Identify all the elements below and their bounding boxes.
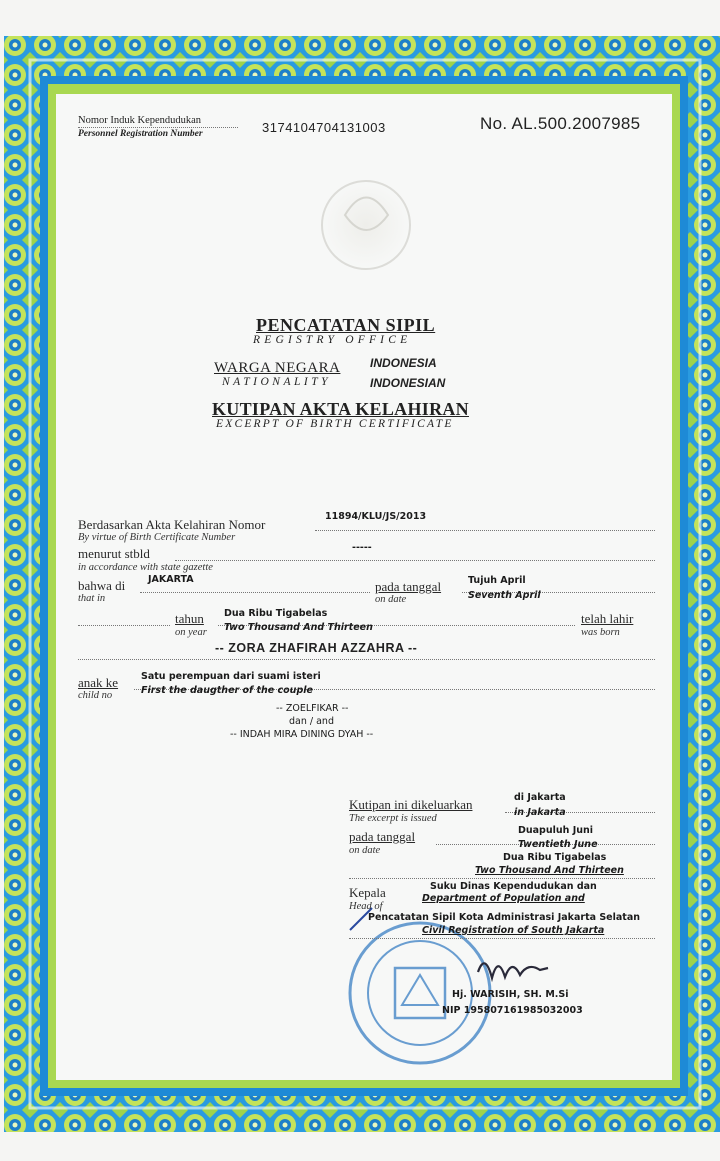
born-label: telah lahir [581,611,634,626]
stbld-label: menurut stbld [78,546,150,561]
issued-date-2-en: Two Thousand And Thirteen [475,865,624,876]
issued-label: Kutipan ini dikeluarkan [349,797,473,812]
father-name: -- ZOELFIKAR -- [276,703,349,714]
nationality-label: WARGA NEGARA [214,360,341,376]
head-dept: Suku Dinas Kependudukan dan [430,881,597,892]
nik-value: 3174104704131003 [262,120,386,135]
issued-label-en: The excerpt is issued [349,813,437,824]
head-label-en: Head of [349,901,383,912]
issued-place: di Jakarta [514,792,566,803]
child-of-label-en: child no [78,690,113,701]
child-of-value: Satu perempuan dari suami isteri [141,671,321,682]
document-title-en: EXCERPT OF BIRTH CERTIFICATE [216,418,454,430]
stbld-value: ----- [352,542,372,553]
and-text: dan / and [289,716,334,727]
birth-date-value-en: Seventh April [468,590,541,601]
nationality-value-en: INDONESIAN [370,376,446,390]
place-value: JAKARTA [148,574,194,585]
head-office-en: Civil Registration of South Jakarta [422,925,605,936]
place-label-en: that in [78,593,106,604]
nationality-value: INDONESIA [370,356,437,370]
nik-label-en: Personnel Registration Number [78,129,203,139]
issued-date-1: Duapuluh Juni [518,825,594,836]
birth-date-label: pada tanggal [375,579,442,594]
issued-date-2: Dua Ribu Tigabelas [503,852,607,863]
nik-label: Nomor Induk Kependudukan [78,115,202,126]
issued-date-label-en: on date [349,845,381,856]
head-dept-en: Department of Population and [422,893,585,904]
birth-date-label-en: on date [375,594,407,605]
issued-date-1-en: Twentieth June [518,839,598,850]
mother-name: -- INDAH MIRA DINING DYAH -- [230,729,374,740]
official-name: Hj. WARISIH, SH. M.Si [452,989,569,1000]
office-title-en: REGISTRY OFFICE [253,334,412,346]
born-label-en: was born [581,627,620,638]
document-title: KUTIPAN AKTA KELAHIRAN [212,399,469,419]
year-value-en: Two Thousand And Thirteen [224,622,373,633]
year-label: tahun [175,611,204,626]
head-office: Pencatatan Sipil Kota Administrasi Jakarta Selatan [368,912,641,923]
cert-number-value: 11894/KLU/JS/2013 [325,511,427,522]
document-number: No. AL.500.2007985 [480,114,641,133]
head-label: Kepala [349,885,386,900]
birth-date-value: Tujuh April [468,575,526,586]
stbld-label-en: in accordance with state gazette [78,562,213,573]
place-label: bahwa di [78,578,126,593]
year-label-en: on year [175,627,207,638]
child-of-label: anak ke [78,675,119,690]
office-title: PENCATATAN SIPIL [256,315,436,335]
nationality-label-en: NATIONALITY [222,376,332,388]
year-value: Dua Ribu Tigabelas [224,608,328,619]
cert-number-label-en: By virtue of Birth Certificate Number [78,532,236,543]
cert-number-label: Berdasarkan Akta Kelahiran Nomor [78,517,266,532]
issued-date-label: pada tanggal [349,829,416,844]
issued-place-en: in Jakarta [514,807,566,818]
child-of-value-en: First the daugther of the couple [141,685,313,696]
official-nip: NIP 195807161985032003 [442,1005,583,1016]
child-name: -- ZORA ZHAFIRAH AZZAHRA -- [215,641,418,655]
